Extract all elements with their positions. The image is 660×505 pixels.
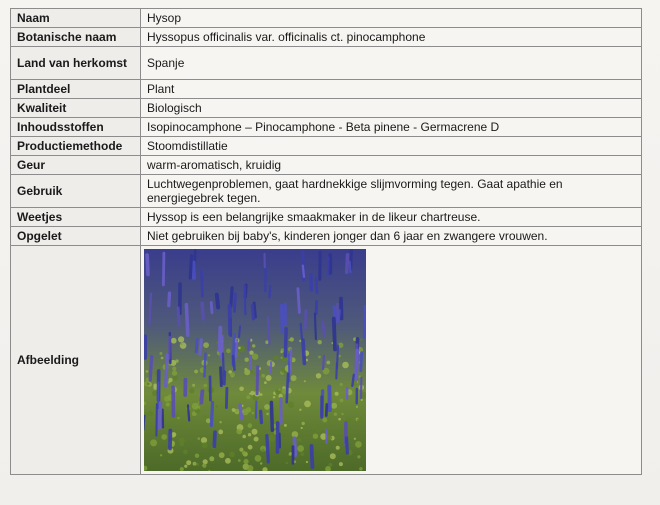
product-spec-table <box>10 8 642 475</box>
row-label-weetjes: Weetjes <box>11 208 141 227</box>
table-row <box>11 47 642 80</box>
row-value-plantdeel: Plant <box>141 80 642 99</box>
row-value-afbeelding <box>141 246 642 475</box>
row-label-kwaliteit: Kwaliteit <box>11 99 141 118</box>
row-value-gebruik: Luchtwegenproblemen, gaat hardnekkige slijmvorming tegen. Gaat apathie en energiegebrek tegen. <box>141 175 642 208</box>
row-label-botanische-naam: Botanische naam <box>11 28 141 47</box>
row-value-opgelet: Niet gebruiken bij baby's, kinderen jonger dan 6 jaar en zwangere vrouwen. <box>141 227 642 246</box>
row-label-opgelet: Opgelet <box>11 227 141 246</box>
table-row <box>11 208 642 227</box>
table-row <box>11 80 642 99</box>
row-value-land-van-herkomst: Spanje <box>141 47 642 80</box>
row-label-inhoudsstoffen: Inhoudsstoffen <box>11 118 141 137</box>
row-value-inhoudsstoffen: Isopinocamphone – Pinocamphone - Beta pinene - Germacrene D <box>141 118 642 137</box>
table-row <box>11 99 642 118</box>
row-value-botanische-naam: Hyssopus officinalis var. officinalis ct. pinocamphone <box>141 28 642 47</box>
hyssop-flower-photo <box>144 249 366 471</box>
row-value-naam: Hysop <box>141 9 642 28</box>
table-row <box>11 175 642 208</box>
row-label-gebruik: Gebruik <box>11 175 141 208</box>
table-row <box>11 118 642 137</box>
row-label-afbeelding: Afbeelding <box>11 246 141 475</box>
table-row <box>11 246 642 475</box>
row-label-land-van-herkomst: Land van herkomst <box>11 47 141 80</box>
row-value-geur: warm-aromatisch, kruidig <box>141 156 642 175</box>
table-row <box>11 156 642 175</box>
row-label-geur: Geur <box>11 156 141 175</box>
row-label-plantdeel: Plantdeel <box>11 80 141 99</box>
table-row <box>11 227 642 246</box>
table-row <box>11 137 642 156</box>
row-value-productiemethode: Stoomdistillatie <box>141 137 642 156</box>
row-label-naam: Naam <box>11 9 141 28</box>
row-value-weetjes: Hyssop is een belangrijke smaakmaker in de likeur chartreuse. <box>141 208 642 227</box>
row-value-kwaliteit: Biologisch <box>141 99 642 118</box>
table-row <box>11 9 642 28</box>
row-label-productiemethode: Productiemethode <box>11 137 141 156</box>
table-row <box>11 28 642 47</box>
